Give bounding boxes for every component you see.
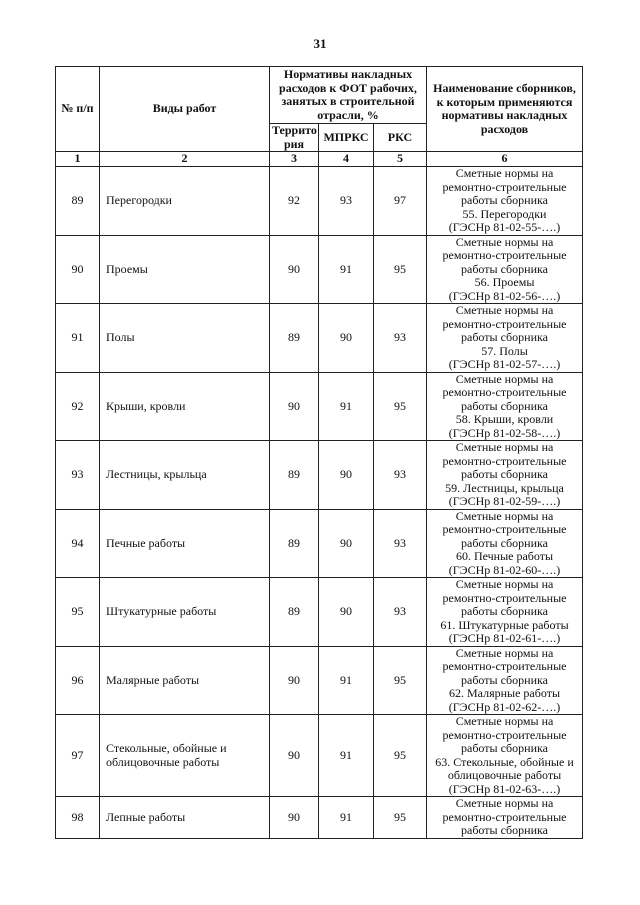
table-row bbox=[56, 509, 583, 578]
work-type: Малярные работы bbox=[100, 646, 270, 715]
column-number: 2 bbox=[100, 152, 270, 167]
column-number: 3 bbox=[270, 152, 319, 167]
rks-norm: 93 bbox=[374, 509, 427, 578]
work-type: Лестницы, крыльца bbox=[100, 441, 270, 510]
row-number: 91 bbox=[56, 304, 100, 373]
table-row bbox=[56, 167, 583, 236]
work-type: Печные работы bbox=[100, 509, 270, 578]
territory-norm: 89 bbox=[270, 578, 319, 647]
collection-name: Сметные нормы на ремонтно-строительные работы сборника 61. Штукатурные работы (ГЭСНр 81-02-61-….) bbox=[427, 578, 583, 647]
header-territory: Террито рия bbox=[270, 124, 319, 152]
territory-norm: 90 bbox=[270, 715, 319, 797]
row-number: 90 bbox=[56, 235, 100, 304]
work-type: Проемы bbox=[100, 235, 270, 304]
collection-name: Сметные нормы на ремонтно-строительные работы сборника 59. Лестницы, крыльца (ГЭСНр 81-02-59-….) bbox=[427, 441, 583, 510]
header-num: № п/п bbox=[56, 67, 100, 152]
territory-norm: 90 bbox=[270, 372, 319, 441]
rks-norm: 97 bbox=[374, 167, 427, 236]
rks-norm: 95 bbox=[374, 235, 427, 304]
work-type: Лепные работы bbox=[100, 797, 270, 839]
header-mprks: МПРКС bbox=[319, 124, 374, 152]
rks-norm: 95 bbox=[374, 715, 427, 797]
territory-norm: 90 bbox=[270, 797, 319, 839]
mprks-norm: 91 bbox=[319, 715, 374, 797]
row-number: 93 bbox=[56, 441, 100, 510]
table-row bbox=[56, 304, 583, 373]
row-number: 98 bbox=[56, 797, 100, 839]
row-number: 97 bbox=[56, 715, 100, 797]
row-number: 96 bbox=[56, 646, 100, 715]
mprks-norm: 90 bbox=[319, 304, 374, 373]
table-row bbox=[56, 441, 583, 510]
row-number: 89 bbox=[56, 167, 100, 236]
overhead-norms-table bbox=[55, 66, 583, 839]
collection-name: Сметные нормы на ремонтно-строительные работы сборника bbox=[427, 797, 583, 839]
table-row bbox=[56, 797, 583, 839]
column-number: 5 bbox=[374, 152, 427, 167]
header-rks: РКС bbox=[374, 124, 427, 152]
mprks-norm: 90 bbox=[319, 578, 374, 647]
territory-norm: 90 bbox=[270, 646, 319, 715]
mprks-norm: 91 bbox=[319, 235, 374, 304]
header-works: Виды работ bbox=[100, 67, 270, 152]
table-row bbox=[56, 578, 583, 647]
collection-name: Сметные нормы на ремонтно-строительные работы сборника 55. Перегородки (ГЭСНр 81-02-55-….) bbox=[427, 167, 583, 236]
row-number: 92 bbox=[56, 372, 100, 441]
work-type: Полы bbox=[100, 304, 270, 373]
territory-norm: 92 bbox=[270, 167, 319, 236]
rks-norm: 93 bbox=[374, 441, 427, 510]
column-number: 6 bbox=[427, 152, 583, 167]
table-row bbox=[56, 715, 583, 797]
page-number: 31 bbox=[313, 36, 327, 51]
work-type: Стекольные, обойные и облицовочные работы bbox=[100, 715, 270, 797]
territory-norm: 89 bbox=[270, 304, 319, 373]
row-number: 94 bbox=[56, 509, 100, 578]
rks-norm: 93 bbox=[374, 304, 427, 373]
mprks-norm: 91 bbox=[319, 797, 374, 839]
collection-name: Сметные нормы на ремонтно-строительные работы сборника 60. Печные работы (ГЭСНр 81-02-60-….) bbox=[427, 509, 583, 578]
territory-norm: 89 bbox=[270, 441, 319, 510]
work-type: Крыши, кровли bbox=[100, 372, 270, 441]
mprks-norm: 90 bbox=[319, 441, 374, 510]
collection-name: Сметные нормы на ремонтно-строительные работы сборника 56. Проемы (ГЭСНр 81-02-56-….) bbox=[427, 235, 583, 304]
header-norms: Нормативы накладных расходов к ФОТ рабочих, занятых в строительной отрасли, % bbox=[270, 67, 427, 124]
territory-norm: 89 bbox=[270, 509, 319, 578]
collection-name: Сметные нормы на ремонтно-строительные работы сборника 58. Крыши, кровли (ГЭСНр 81-02-58-….) bbox=[427, 372, 583, 441]
collection-name: Сметные нормы на ремонтно-строительные работы сборника 62. Малярные работы (ГЭСНр 81-02-62-….) bbox=[427, 646, 583, 715]
work-type: Штукатурные работы bbox=[100, 578, 270, 647]
territory-norm: 90 bbox=[270, 235, 319, 304]
rks-norm: 93 bbox=[374, 578, 427, 647]
rks-norm: 95 bbox=[374, 646, 427, 715]
column-number: 1 bbox=[56, 152, 100, 167]
collection-name: Сметные нормы на ремонтно-строительные работы сборника 63. Стекольные, обойные и облицовочные работы (ГЭСНр 81-02-63-….) bbox=[427, 715, 583, 797]
table-row bbox=[56, 646, 583, 715]
row-number: 95 bbox=[56, 578, 100, 647]
mprks-norm: 90 bbox=[319, 509, 374, 578]
rks-norm: 95 bbox=[374, 372, 427, 441]
table-row bbox=[56, 235, 583, 304]
mprks-norm: 91 bbox=[319, 646, 374, 715]
collection-name: Сметные нормы на ремонтно-строительные работы сборника 57. Полы (ГЭСНр 81-02-57-….) bbox=[427, 304, 583, 373]
table-row bbox=[56, 372, 583, 441]
mprks-norm: 91 bbox=[319, 372, 374, 441]
rks-norm: 95 bbox=[374, 797, 427, 839]
work-type: Перегородки bbox=[100, 167, 270, 236]
mprks-norm: 93 bbox=[319, 167, 374, 236]
header-collection-name: Наименование сборников, к которым применяются нормативы накладных расходов bbox=[427, 67, 583, 152]
column-number: 4 bbox=[319, 152, 374, 167]
